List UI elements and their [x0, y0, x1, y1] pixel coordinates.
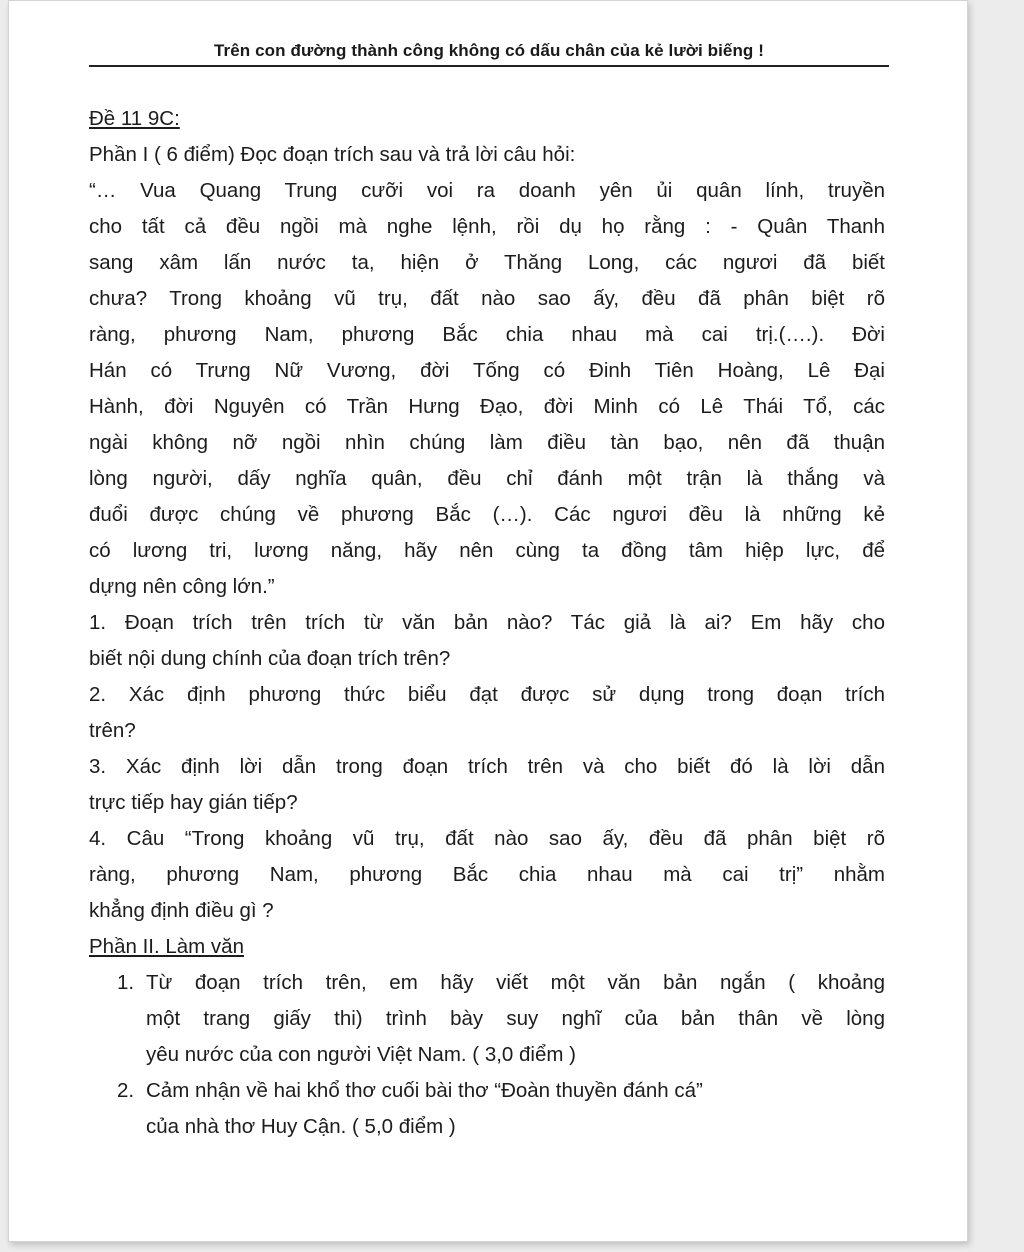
passage-line: chưa? Trong khoảng vũ trụ, đất nào sao ấy, đều đã phân biệt rõ [89, 287, 885, 310]
passage-line: dựng nên công lớn.” [89, 575, 275, 598]
part2-heading: Phần II. Làm văn [89, 935, 244, 958]
question-line: 3. Xác định lời dẫn trong đoạn trích trên và cho biết đó là lời dẫn [89, 755, 885, 778]
question-line: khẳng định điều gì ? [89, 899, 274, 922]
passage-line: cho tất cả đều ngồi mà nghe lệnh, rồi dụ họ rằng : - Quân Thanh [89, 215, 885, 238]
question-line: trên? [89, 719, 136, 742]
writing-task-number: 1. [117, 971, 135, 994]
question-line: 4. Câu “Trong khoảng vũ trụ, đất nào sao ấy, đều đã phân biệt rõ [89, 827, 885, 850]
exam-title: Đề 11 9C: [89, 107, 180, 130]
writing-task-line: của nhà thơ Huy Cận. ( 5,0 điểm ) [146, 1115, 456, 1138]
header-motto: Trên con đường thành công không có dấu chân của kẻ lười biếng ! [89, 41, 889, 67]
passage-line: có lương tri, lương năng, hãy nên cùng ta đồng tâm hiệp lực, để [89, 539, 885, 562]
question-line: 1. Đoạn trích trên trích từ văn bản nào? Tác giả là ai? Em hãy cho [89, 611, 885, 634]
passage-line: lòng người, dấy nghĩa quân, đều chỉ đánh một trận là thắng và [89, 467, 885, 490]
writing-task-line: một trang giấy thi) trình bày suy nghĩ của bản thân về lòng [146, 1007, 885, 1030]
question-line: ràng, phương Nam, phương Bắc chia nhau mà cai trị” nhằm [89, 863, 885, 886]
writing-task-line: yêu nước của con người Việt Nam. ( 3,0 điểm ) [146, 1043, 576, 1066]
passage [89, 173, 885, 605]
passage-line: Hành, đời Nguyên có Trần Hưng Đạo, đời Minh có Lê Thái Tổ, các [89, 395, 885, 418]
passage-line: ngài không nỡ ngồi nhìn chúng làm điều tàn bạo, nên đã thuận [89, 431, 885, 454]
question-line: biết nội dung chính của đoạn trích trên? [89, 647, 451, 670]
question-3 [89, 749, 885, 821]
writing-task-line: Từ đoạn trích trên, em hãy viết một văn bản ngắn ( khoảng [146, 971, 885, 994]
passage-line: đuổi được chúng về phương Bắc (…). Các ngươi đều là những kẻ [89, 503, 885, 526]
question-2 [89, 677, 885, 749]
question-line: trực tiếp hay gián tiếp? [89, 791, 298, 814]
document-page [8, 0, 968, 1242]
passage-line: “… Vua Quang Trung cưỡi voi ra doanh yên ủi quân lính, truyền [89, 179, 885, 202]
passage-line: sang xâm lấn nước ta, hiện ở Thăng Long, các ngươi đã biết [89, 251, 885, 274]
writing-task-line: Cảm nhận về hai khổ thơ cuối bài thơ “Đoàn thuyền đánh cá” [146, 1079, 703, 1102]
passage-line: Hán có Trưng Nữ Vương, đời Tống có Đinh Tiên Hoàng, Lê Đại [89, 359, 885, 382]
exam-content [89, 101, 885, 1145]
question-line: 2. Xác định phương thức biểu đạt được sử dụng trong đoạn trích [89, 683, 885, 706]
passage-line: ràng, phương Nam, phương Bắc chia nhau mà cai trị.(….). Đời [89, 323, 885, 346]
writing-task-1 [117, 965, 885, 1073]
question-1 [89, 605, 885, 677]
writing-task-2 [117, 1073, 885, 1145]
question-4 [89, 821, 885, 929]
writing-task-list [117, 965, 885, 1145]
part1-heading: Phần I ( 6 điểm) Đọc đoạn trích sau và trả lời câu hỏi: [89, 143, 576, 166]
writing-task-number: 2. [117, 1079, 135, 1102]
